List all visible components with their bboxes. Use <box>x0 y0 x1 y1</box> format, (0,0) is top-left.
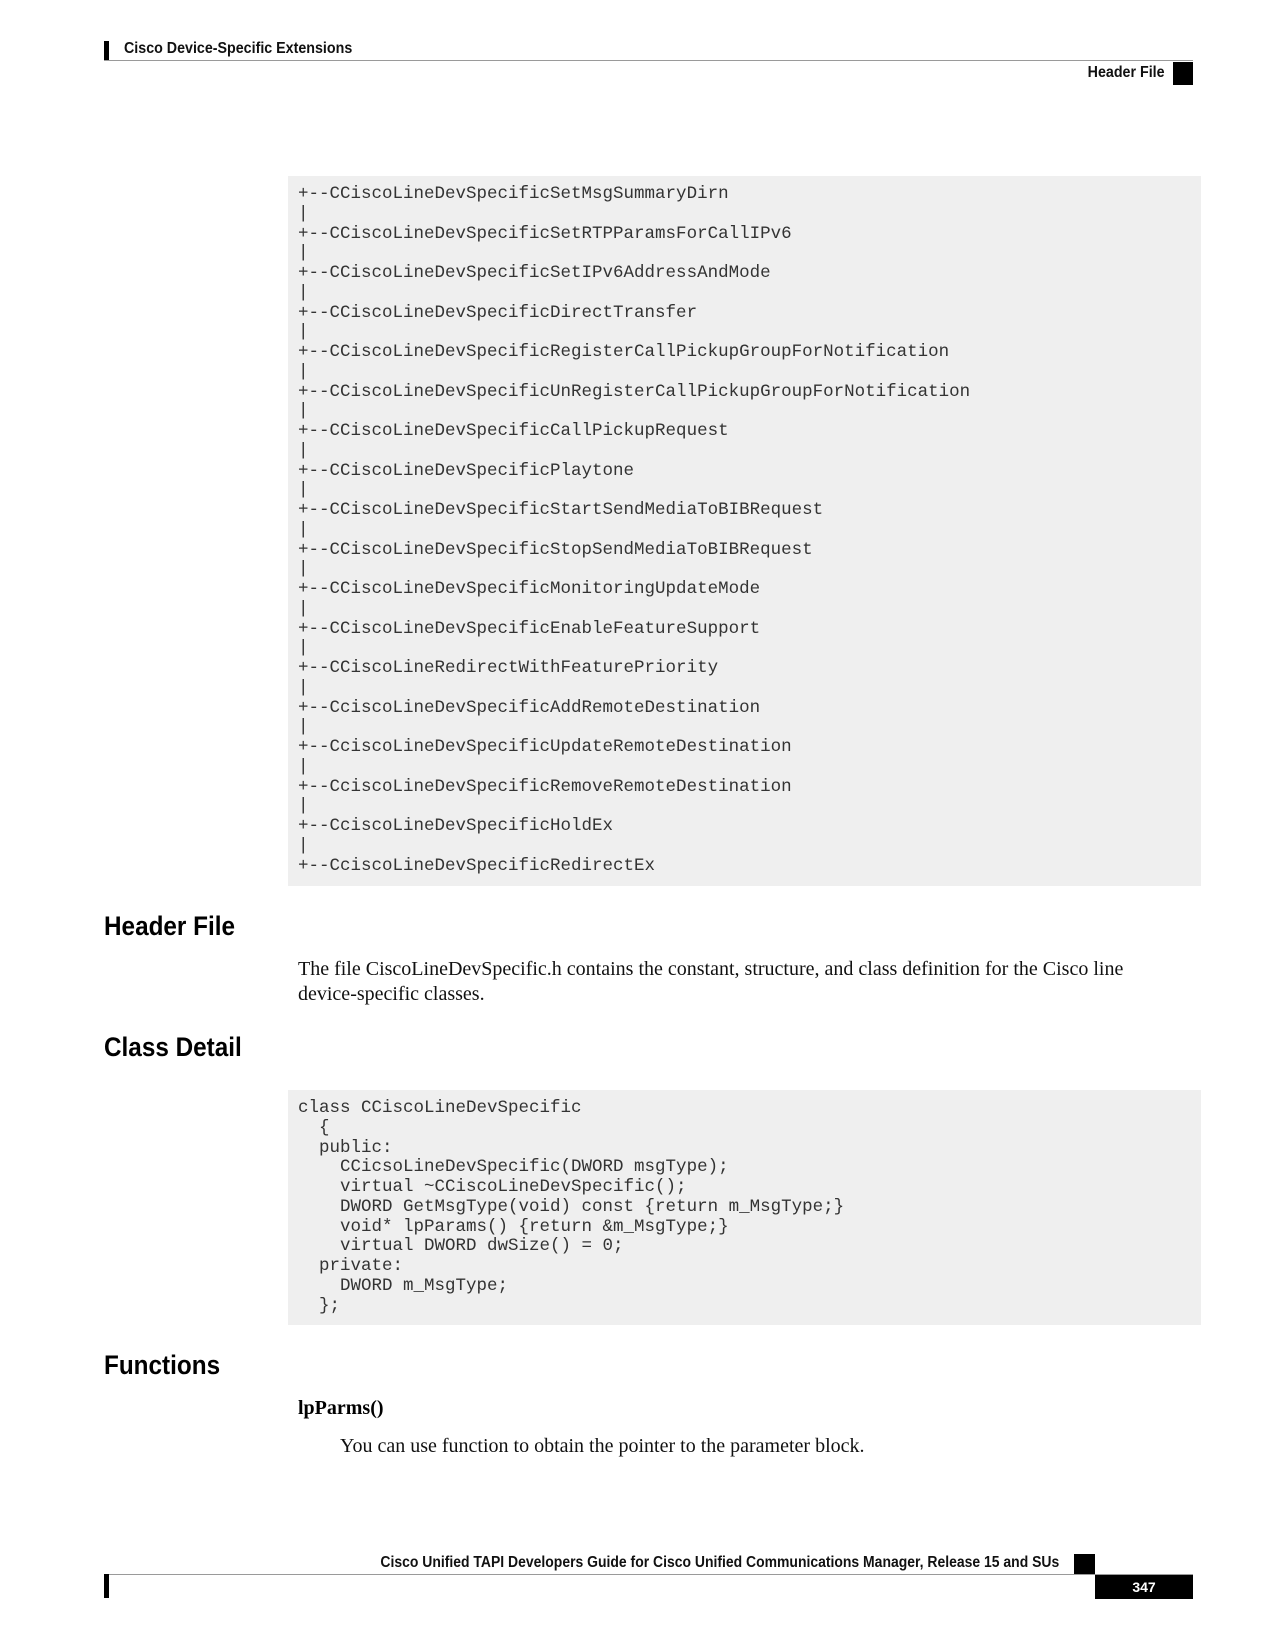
heading-functions: Functions <box>104 1350 221 1380</box>
code-line: private: <box>298 1256 404 1276</box>
code-line: +--CCiscoLineDevSpecificDirectTransfer <box>298 302 698 323</box>
code-line: }; <box>298 1295 341 1316</box>
code-line: +--CciscoLineDevSpecificHoldEx <box>298 816 614 836</box>
code-line: +--CciscoLineDevSpecificRemoveRemoteDestination <box>298 776 792 797</box>
code-line: | <box>298 282 309 303</box>
code-line: DWORD m_MsgType; <box>298 1275 509 1296</box>
header-marker <box>1173 62 1193 85</box>
section-running-title: Header File <box>1088 64 1165 81</box>
code-line: +--CCiscoLineDevSpecificSetMsgSummaryDirn <box>298 184 729 204</box>
footer-marker <box>1074 1554 1095 1574</box>
code-line: | <box>298 361 309 382</box>
code-line: +--CCiscoLineDevSpecificRegisterCallPickupGroupForNotification <box>298 342 950 362</box>
code-line: +--CCiscoLineDevSpecificEnableFeatureSupport <box>298 618 761 639</box>
code-line: +--CCiscoLineDevSpecificUnRegisterCallPickupGroupForNotification <box>298 381 971 402</box>
code-line: | <box>298 322 309 343</box>
code-line: virtual DWORD dwSize() = 0; <box>298 1236 624 1257</box>
code-line: +--CCiscoLineDevSpecificStartSendMediaToBIBRequest <box>298 500 824 520</box>
class-hierarchy-code-block <box>288 176 1201 886</box>
footer-document-title: Cisco Unified TAPI Developers Guide for Cisco Unified Communications Manager, Release 15 and SUs <box>380 1554 1059 1571</box>
code-line: | <box>298 480 309 501</box>
code-line: | <box>298 598 309 619</box>
code-line: | <box>298 559 309 580</box>
code-line: +--CCiscoLineDevSpecificSetRTPParamsForCallIPv6 <box>298 223 792 244</box>
chapter-title: Cisco Device-Specific Extensions <box>124 40 353 57</box>
code-line: | <box>298 677 309 698</box>
code-line: | <box>298 756 309 777</box>
code-line: +--CCiscoLineDevSpecificPlaytone <box>298 460 635 481</box>
code-line: | <box>298 796 309 817</box>
heading-header-file: Header File <box>104 911 236 941</box>
code-line: +--CciscoLineDevSpecificAddRemoteDestination <box>298 697 761 718</box>
code-line: | <box>298 519 309 540</box>
footer-accent-bar <box>104 1574 109 1598</box>
code-line: virtual ~CCiscoLineDevSpecific(); <box>298 1177 687 1197</box>
code-line: public: <box>298 1137 393 1158</box>
code-line: | <box>298 203 309 224</box>
code-line: class CCiscoLineDevSpecific <box>298 1098 582 1118</box>
code-line: | <box>298 717 309 738</box>
header-file-description: The file CiscoLineDevSpecific.h contains the constant, structure, and class definition for the Cisco line device-specific classes. <box>298 958 1124 1005</box>
page-number: 347 <box>1095 1575 1193 1599</box>
header-rule <box>104 60 1193 61</box>
function-description: You can use function to obtain the pointer to the parameter block. <box>340 1435 865 1457</box>
footer-rule <box>104 1574 1193 1575</box>
code-line: +--CCiscoLineDevSpecificStopSendMediaToBIBRequest <box>298 539 813 560</box>
class-definition-code-block <box>288 1090 1201 1325</box>
code-line: +--CCiscoLineDevSpecificCallPickupRequest <box>298 421 729 441</box>
code-line: | <box>298 401 309 422</box>
function-name-heading: lpParms() <box>298 1397 384 1419</box>
code-line: void* lpParams() {return &m_MsgType;} <box>298 1216 729 1237</box>
code-line: | <box>298 638 309 659</box>
code-line: +--CCiscoLineDevSpecificSetIPv6AddressAndMode <box>298 263 771 283</box>
header-accent-bar <box>104 41 109 60</box>
code-line: +--CciscoLineDevSpecificUpdateRemoteDestination <box>298 737 792 757</box>
code-line: | <box>298 243 309 264</box>
code-line: +--CCiscoLineRedirectWithFeaturePriority <box>298 658 719 678</box>
code-line: { <box>298 1117 330 1138</box>
code-line: CCicsoLineDevSpecific(DWORD msgType); <box>298 1157 729 1178</box>
code-line: +--CCiscoLineDevSpecificMonitoringUpdateMode <box>298 579 761 599</box>
code-line: | <box>298 440 309 461</box>
code-line: +--CciscoLineDevSpecificRedirectEx <box>298 855 656 876</box>
heading-class-detail: Class Detail <box>104 1032 242 1062</box>
code-line: DWORD GetMsgType(void) const {return m_MsgType;} <box>298 1196 845 1217</box>
code-line: | <box>298 835 309 856</box>
